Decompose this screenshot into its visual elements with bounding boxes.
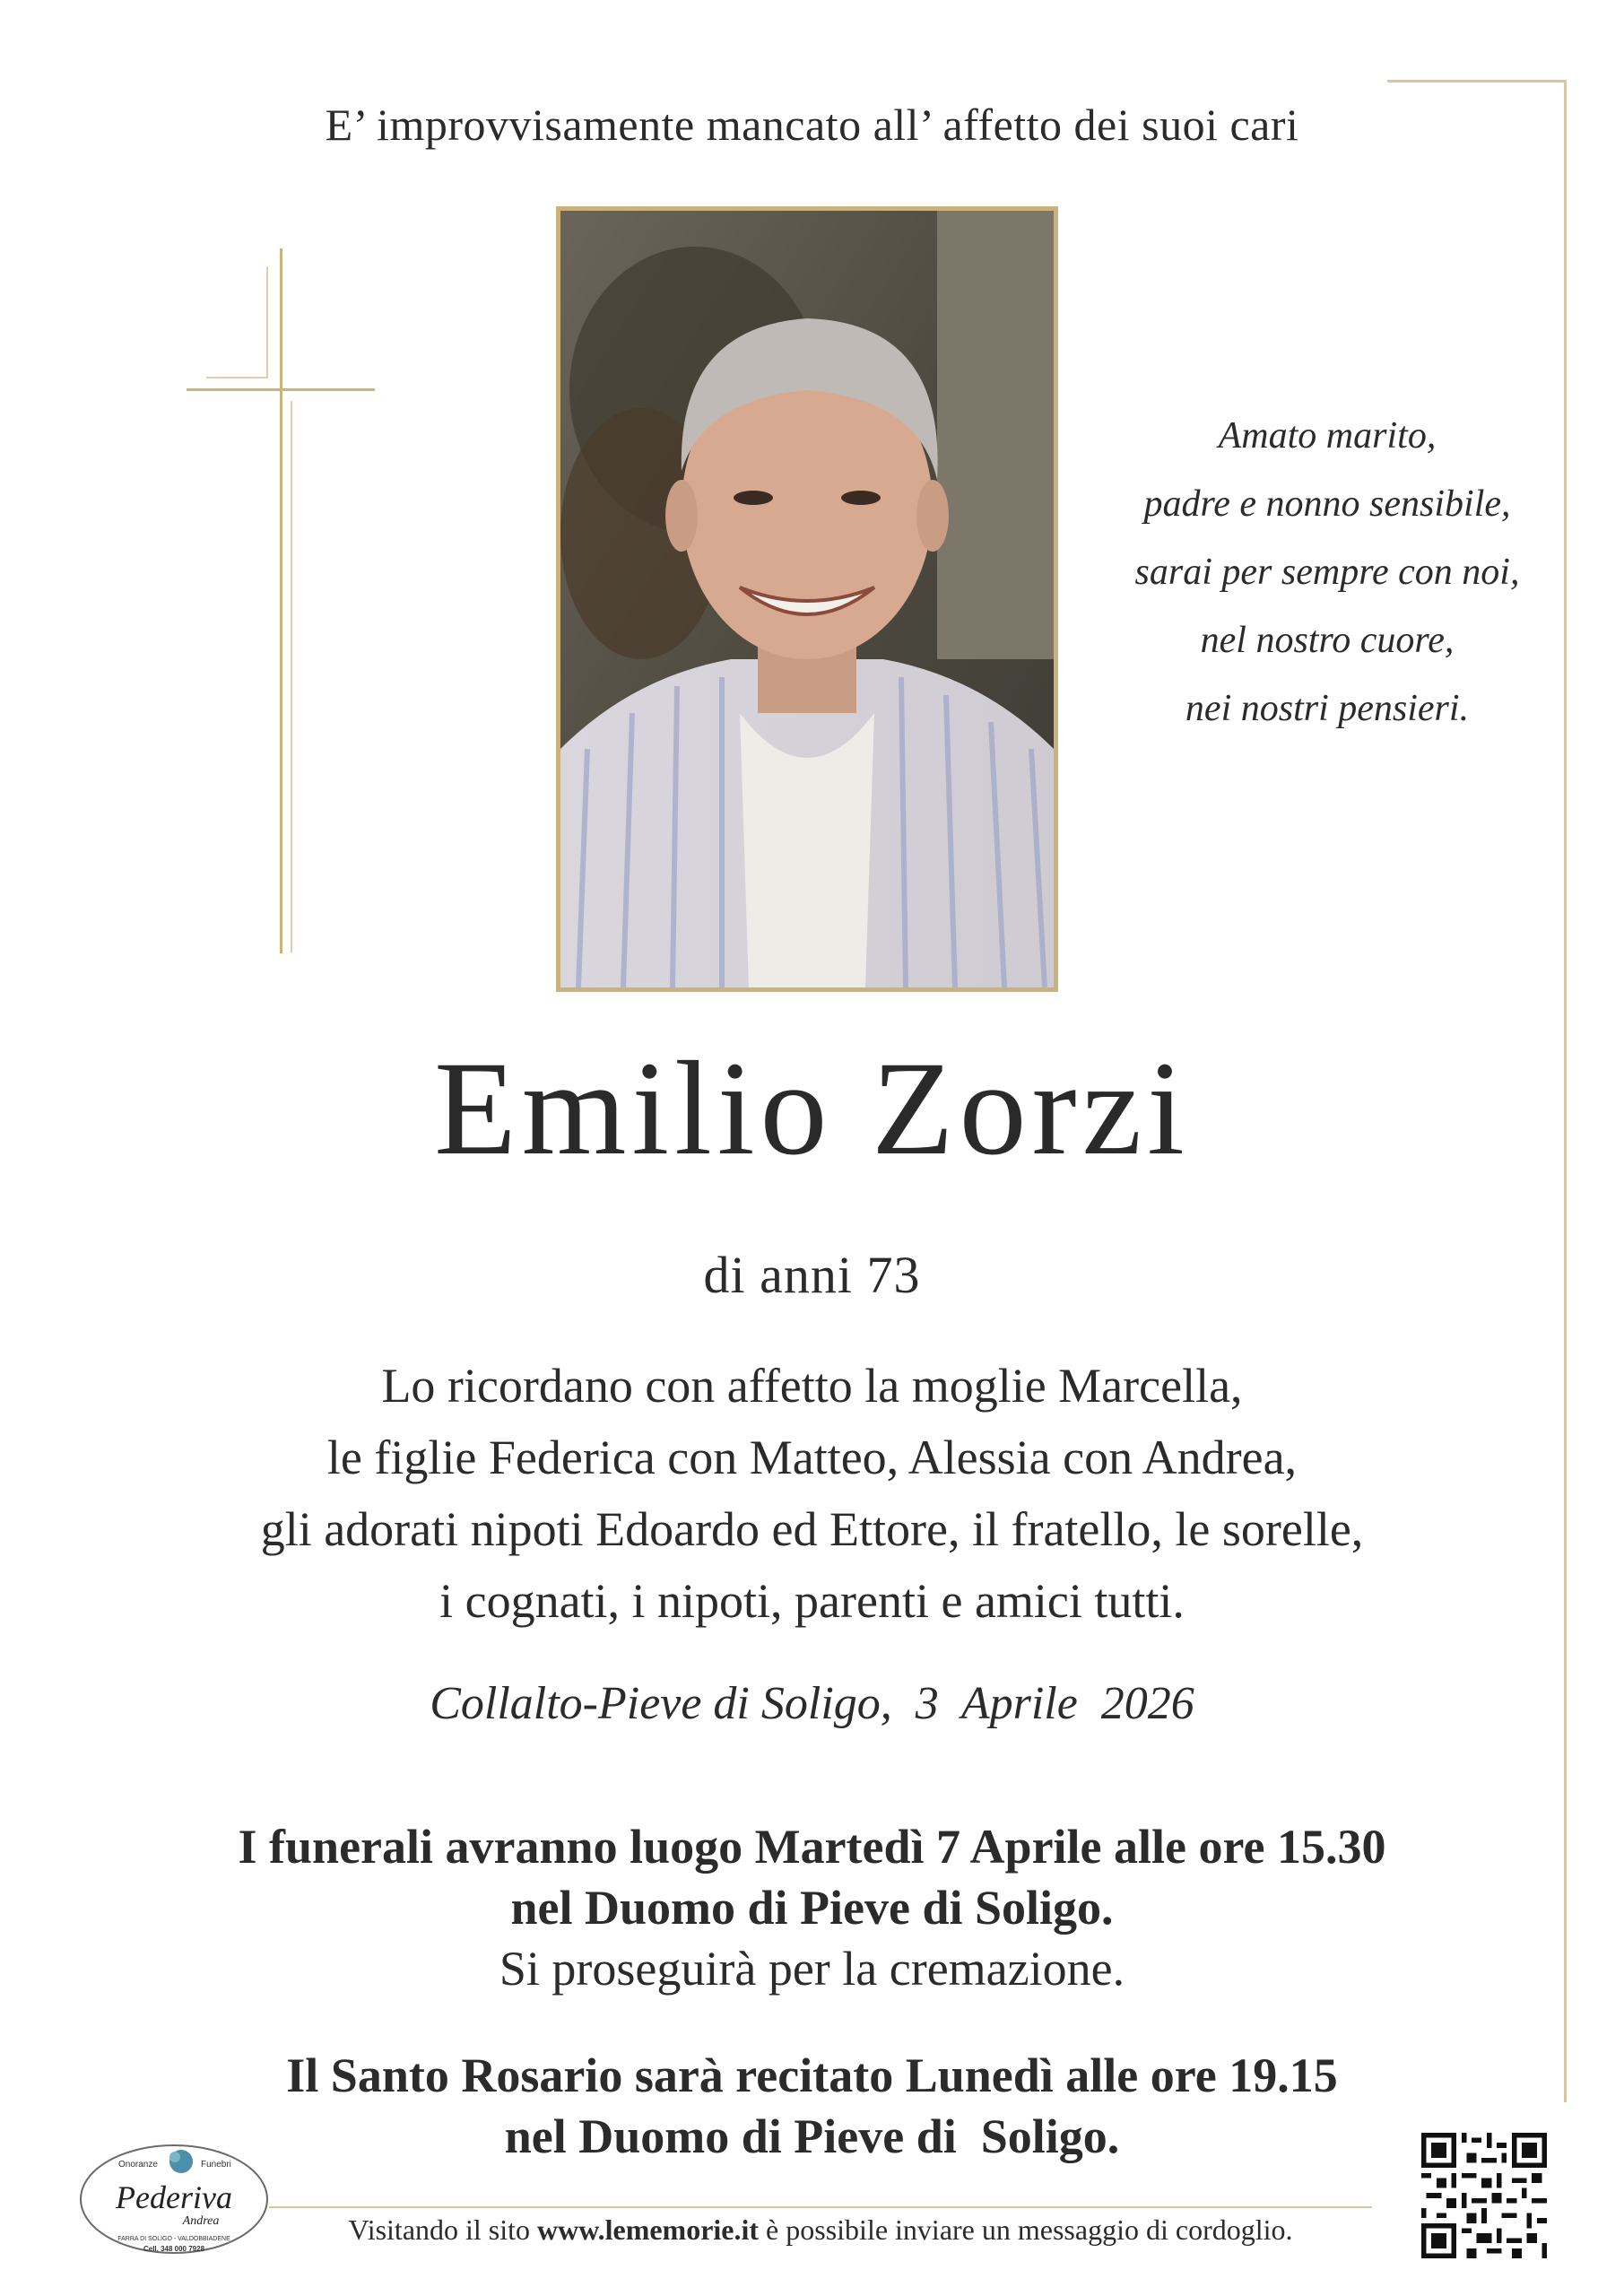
poem [1103, 402, 1551, 743]
remembrance-line: gli adorati nipoti Edoardo ed Ettore, il fratello, le sorelle, [260, 1502, 1364, 1556]
qr-code-icon[interactable] [1421, 2133, 1547, 2258]
age-text: di anni 73 [703, 1246, 921, 1304]
poem-line: Amato marito, [1218, 415, 1437, 457]
footer-text [269, 2213, 1372, 2247]
remembrance-line: i cognati, i nipoti, parenti e amici tutti. [439, 1574, 1185, 1628]
logo-address: FARRA DI SOLIGO - VALDOBBIADENE [117, 2236, 230, 2242]
funeral-home-logo [75, 2135, 273, 2269]
rosary-line: nel Duomo di Pieve di Soligo. [504, 2109, 1120, 2163]
funeral-line: Si proseguirà per la cremazione. [499, 1942, 1125, 1996]
portrait-photo [556, 206, 1058, 992]
logo-sub: Andrea [182, 2214, 220, 2228]
remembrance-line: Lo ricordano con affetto la moglie Marcella, [381, 1359, 1243, 1413]
footer-suffix: è possibile inviare un messaggio di cordoglio. [759, 2213, 1293, 2246]
footer-site-link[interactable]: www.lememorie.it [537, 2213, 760, 2246]
funeral-line: I funerali avranno luogo Martedì 7 Aprile alle ore 15.30 [238, 1820, 1386, 1874]
poem-line: sarai per sempre con noi, [1134, 552, 1520, 593]
logo-brand: Pederiva [116, 2179, 232, 2215]
rosary-line: Il Santo Rosario sarà recitato Lunedì alle ore 19.15 [286, 2048, 1338, 2102]
poem-line: padre e nonno sensibile, [1143, 483, 1511, 525]
remembrance-line: le figlie Federica con Matteo, Alessia con Andrea, [326, 1431, 1298, 1484]
logo-top-left: Onoranze [118, 2160, 158, 2170]
frame-top-line [1387, 80, 1567, 83]
remembrance-text [0, 1350, 1624, 1637]
funeral-info [0, 1816, 1624, 1999]
footer-prefix: Visitando il sito [348, 2213, 538, 2246]
logo-top-right: Funebri [201, 2160, 231, 2170]
poem-line: nel nostro cuore, [1200, 620, 1455, 661]
intro-text: E’ improvvisamente mancato all’ affetto dei suoi cari [325, 100, 1299, 150]
deceased-name: Emilio Zorzi [434, 1034, 1190, 1183]
funeral-line: nel Duomo di Pieve di Soligo. [510, 1881, 1114, 1935]
footer-divider [269, 2206, 1372, 2208]
place-date: Collalto-Pieve di Soligo, 3 Aprile 2026 [430, 1678, 1194, 1729]
poem-line: nei nostri pensieri. [1185, 688, 1470, 729]
logo-phone: Cell. 348 000 7928 [143, 2245, 205, 2253]
